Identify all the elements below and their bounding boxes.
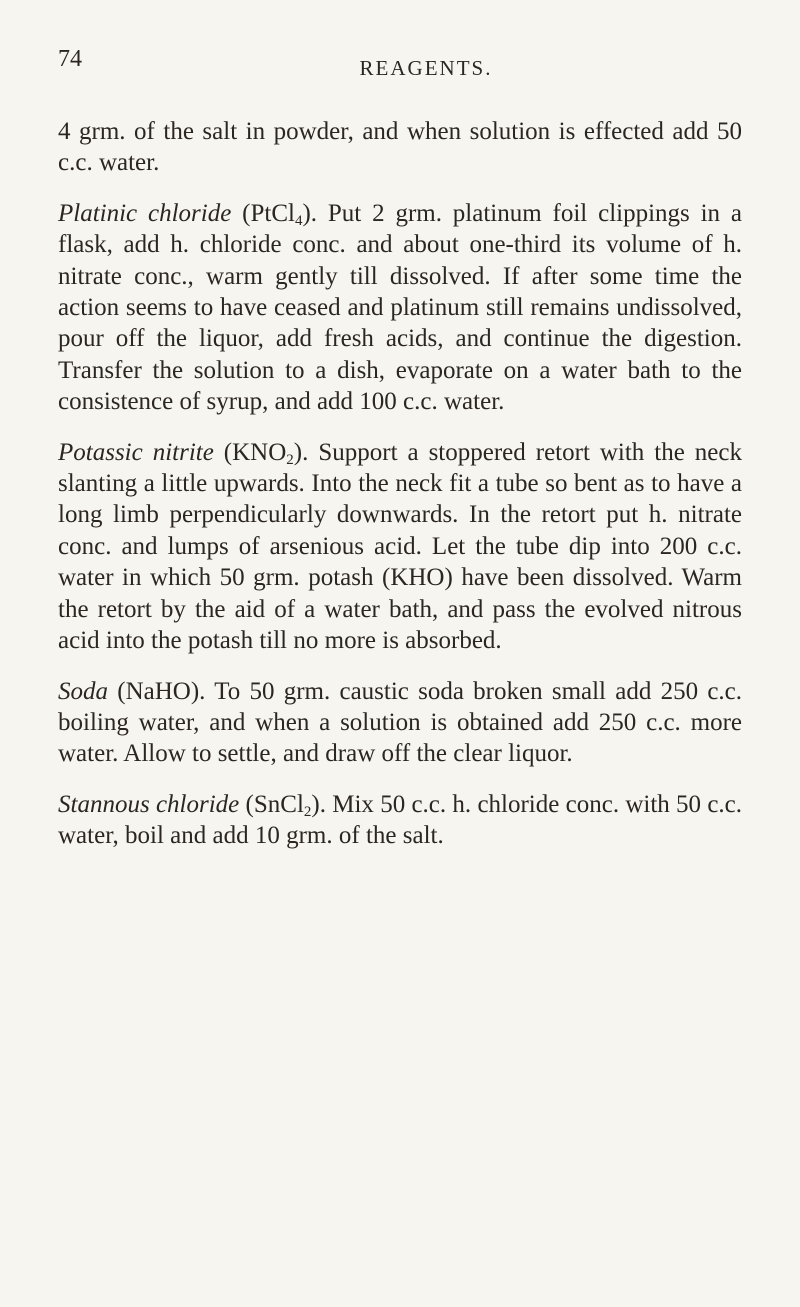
running-head: REAGENTS. — [359, 56, 493, 80]
paragraph-text: 4 grm. of the salt in powder, and when solution is effected add 50 c.c. water. — [58, 118, 742, 177]
reagent-formula: (PtCl$_4$). — [242, 199, 318, 229]
paragraph-text: To 50 grm. caustic soda broken small add 250 c.c. boiling water, and when a solution is obtained add 250 c.c. more water. Allow to settle, and draw off the clear liquor. — [58, 677, 743, 768]
paragraph-text: Put 2 grm. platinum foil clippings in a flask, add h. chloride conc. and about one-third its volume of h. nitrate conc., warm gently till dissolved. If after some time the action seems to have ceased and platinum still remains undissolved, pour off the liquor, add fresh acids, and continue the digestion. Transfer the solution to a dish, evaporate on a water bath to the consistence of syrup, and add 100 c.c. water. — [58, 199, 743, 416]
reagent-name: Platinic chloride — [58, 199, 232, 227]
reagent-name: Stannous chloride — [58, 790, 240, 818]
reagent-name: Potassic nitrite — [58, 438, 214, 466]
reagent-formula: $(KNO_2)$. — [223, 438, 309, 468]
paragraph-text: Mix 50 c.c. h. chloride conc. with 50 c.c. water, boil and add 10 grm. of the salt. — [58, 790, 743, 850]
page-header — [58, 46, 742, 86]
paragraph-text: Support a stoppered retort with the neck slanting a little upwards. Into the neck fit a tube so bent as to have a long limb perpendicularly downwards. In the retort put h. nitrate conc. and lumps of arsenious acid. Let the tube dip into 200 c.c. water in which 50 grm. potash (KHO) have been dissolved. Warm the retort by the aid of a water bath, and pass the evolved nitrous acid into the potash till no more is absorbed. — [58, 438, 742, 655]
paragraph-continuation — [58, 116, 742, 179]
entry-soda — [58, 676, 742, 770]
entry-stannous-chloride — [58, 789, 742, 852]
entry-potassic-nitrite — [58, 437, 742, 657]
entry-platinic-chloride — [58, 198, 742, 418]
page-number: 74 — [58, 46, 82, 72]
reagent-formula: (NaHO). — [117, 677, 206, 705]
reagent-formula: (SnCl$_2$). — [245, 790, 326, 820]
reagent-name: Soda — [58, 677, 108, 705]
page-body — [58, 116, 742, 871]
